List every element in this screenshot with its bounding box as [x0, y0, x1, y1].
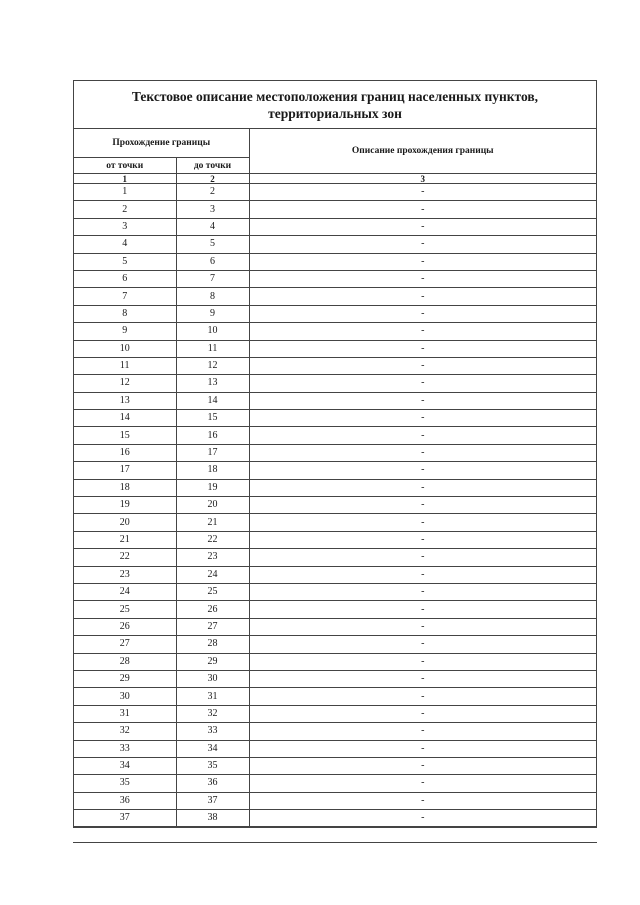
cell-description: -	[249, 201, 596, 218]
table-row	[74, 340, 596, 357]
cell-from-point: 23	[74, 566, 176, 583]
cell-to-point: 33	[176, 723, 249, 740]
cell-from-point: 18	[74, 479, 176, 496]
cell-to-point: 36	[176, 775, 249, 792]
cell-from-point: 21	[74, 531, 176, 548]
table-row	[74, 218, 596, 235]
title-line-2: территориальных зон	[268, 105, 402, 121]
cell-description: -	[249, 462, 596, 479]
cell-description: -	[249, 757, 596, 774]
cell-from-point: 27	[74, 636, 176, 653]
column-number-1: 1	[74, 174, 176, 184]
title-line-1: Текстовое описание местоположения границ населенных пунктов,	[131, 88, 539, 104]
cell-to-point: 11	[176, 340, 249, 357]
table-row	[74, 810, 596, 827]
table-row	[74, 270, 596, 287]
table-row	[74, 583, 596, 600]
table-row	[74, 444, 596, 461]
cell-description: -	[249, 305, 596, 322]
cell-to-point: 28	[176, 636, 249, 653]
table-row	[74, 392, 596, 409]
cell-description: -	[249, 705, 596, 722]
cell-from-point: 11	[74, 357, 176, 374]
cell-from-point: 33	[74, 740, 176, 757]
cell-from-point: 4	[74, 236, 176, 253]
cell-to-point: 3	[176, 201, 249, 218]
table-body	[74, 184, 596, 827]
cell-description: -	[249, 184, 596, 201]
cell-description: -	[249, 479, 596, 496]
cell-to-point: 7	[176, 270, 249, 287]
cell-from-point: 20	[74, 514, 176, 531]
cell-description: -	[249, 566, 596, 583]
cell-to-point: 31	[176, 688, 249, 705]
cell-description: -	[249, 653, 596, 670]
table-row	[74, 549, 596, 566]
cell-description: -	[249, 810, 596, 827]
cell-to-point: 35	[176, 757, 249, 774]
cell-from-point: 17	[74, 462, 176, 479]
cell-to-point: 6	[176, 253, 249, 270]
cell-from-point: 35	[74, 775, 176, 792]
table-row	[74, 253, 596, 270]
cell-from-point: 37	[74, 810, 176, 827]
cell-description: -	[249, 549, 596, 566]
table-row	[74, 705, 596, 722]
cell-to-point: 13	[176, 375, 249, 392]
cell-from-point: 7	[74, 288, 176, 305]
cell-to-point: 27	[176, 618, 249, 635]
cell-to-point: 22	[176, 531, 249, 548]
cell-to-point: 24	[176, 566, 249, 583]
cell-from-point: 2	[74, 201, 176, 218]
cell-description: -	[249, 288, 596, 305]
cell-to-point: 16	[176, 427, 249, 444]
table-row	[74, 740, 596, 757]
cell-from-point: 26	[74, 618, 176, 635]
table-row	[74, 653, 596, 670]
cell-description: -	[249, 410, 596, 427]
cell-from-point: 16	[74, 444, 176, 461]
cell-to-point: 30	[176, 670, 249, 687]
cell-from-point: 25	[74, 601, 176, 618]
cell-from-point: 3	[74, 218, 176, 235]
cell-description: -	[249, 357, 596, 374]
cell-from-point: 5	[74, 253, 176, 270]
table-row	[74, 410, 596, 427]
cell-from-point: 15	[74, 427, 176, 444]
cell-to-point: 8	[176, 288, 249, 305]
cell-to-point: 21	[176, 514, 249, 531]
table-row	[74, 375, 596, 392]
header-description: Описание прохождения границы	[249, 129, 596, 174]
cell-from-point: 13	[74, 392, 176, 409]
table-row	[74, 305, 596, 322]
cell-from-point: 32	[74, 723, 176, 740]
table-row	[74, 427, 596, 444]
cell-description: -	[249, 444, 596, 461]
cell-description: -	[249, 236, 596, 253]
cell-from-point: 10	[74, 340, 176, 357]
table-row	[74, 288, 596, 305]
cell-description: -	[249, 688, 596, 705]
cell-to-point: 17	[176, 444, 249, 461]
cell-description: -	[249, 618, 596, 635]
cell-to-point: 4	[176, 218, 249, 235]
table-row	[74, 670, 596, 687]
cell-to-point: 14	[176, 392, 249, 409]
cell-to-point: 18	[176, 462, 249, 479]
table-row	[74, 566, 596, 583]
cell-from-point: 28	[74, 653, 176, 670]
table-row	[74, 688, 596, 705]
bottom-rule	[73, 842, 597, 843]
table-row	[74, 462, 596, 479]
cell-to-point: 26	[176, 601, 249, 618]
cell-description: -	[249, 218, 596, 235]
cell-from-point: 30	[74, 688, 176, 705]
header-to-point: до точки	[176, 158, 249, 174]
cell-description: -	[249, 497, 596, 514]
cell-description: -	[249, 583, 596, 600]
table-row	[74, 236, 596, 253]
table-row	[74, 497, 596, 514]
cell-from-point: 1	[74, 184, 176, 201]
cell-description: -	[249, 270, 596, 287]
cell-description: -	[249, 636, 596, 653]
cell-to-point: 25	[176, 583, 249, 600]
table-row	[74, 757, 596, 774]
cell-description: -	[249, 427, 596, 444]
cell-description: -	[249, 340, 596, 357]
cell-from-point: 19	[74, 497, 176, 514]
table-row	[74, 531, 596, 548]
table-row	[74, 479, 596, 496]
cell-from-point: 8	[74, 305, 176, 322]
cell-to-point: 15	[176, 410, 249, 427]
boundary-table	[74, 129, 596, 827]
cell-description: -	[249, 392, 596, 409]
table-row	[74, 636, 596, 653]
boundary-description-table-frame	[73, 80, 597, 828]
cell-to-point: 12	[176, 357, 249, 374]
cell-description: -	[249, 792, 596, 809]
cell-to-point: 2	[176, 184, 249, 201]
cell-from-point: 24	[74, 583, 176, 600]
column-number-2: 2	[176, 174, 249, 184]
table-row	[74, 201, 596, 218]
cell-description: -	[249, 601, 596, 618]
cell-from-point: 22	[74, 549, 176, 566]
cell-to-point: 10	[176, 323, 249, 340]
cell-description: -	[249, 514, 596, 531]
cell-description: -	[249, 323, 596, 340]
cell-from-point: 31	[74, 705, 176, 722]
column-number-3: 3	[249, 174, 596, 184]
cell-to-point: 38	[176, 810, 249, 827]
cell-to-point: 19	[176, 479, 249, 496]
cell-to-point: 23	[176, 549, 249, 566]
cell-description: -	[249, 670, 596, 687]
cell-to-point: 9	[176, 305, 249, 322]
table-row	[74, 723, 596, 740]
header-boundary-passage: Прохождение границы	[74, 129, 249, 158]
cell-from-point: 12	[74, 375, 176, 392]
cell-to-point: 29	[176, 653, 249, 670]
cell-to-point: 34	[176, 740, 249, 757]
cell-description: -	[249, 375, 596, 392]
cell-description: -	[249, 531, 596, 548]
cell-description: -	[249, 775, 596, 792]
table-row	[74, 618, 596, 635]
table-row	[74, 514, 596, 531]
cell-from-point: 29	[74, 670, 176, 687]
table-row	[74, 601, 596, 618]
cell-from-point: 36	[74, 792, 176, 809]
cell-to-point: 37	[176, 792, 249, 809]
table-row	[74, 323, 596, 340]
table-row	[74, 775, 596, 792]
cell-to-point: 5	[176, 236, 249, 253]
cell-from-point: 6	[74, 270, 176, 287]
cell-to-point: 20	[176, 497, 249, 514]
cell-description: -	[249, 253, 596, 270]
table-row	[74, 792, 596, 809]
cell-from-point: 34	[74, 757, 176, 774]
document-title	[74, 81, 596, 129]
header-from-point: от точки	[74, 158, 176, 174]
cell-from-point: 14	[74, 410, 176, 427]
cell-to-point: 32	[176, 705, 249, 722]
table-row	[74, 357, 596, 374]
cell-description: -	[249, 723, 596, 740]
table-row	[74, 184, 596, 201]
cell-description: -	[249, 740, 596, 757]
cell-from-point: 9	[74, 323, 176, 340]
